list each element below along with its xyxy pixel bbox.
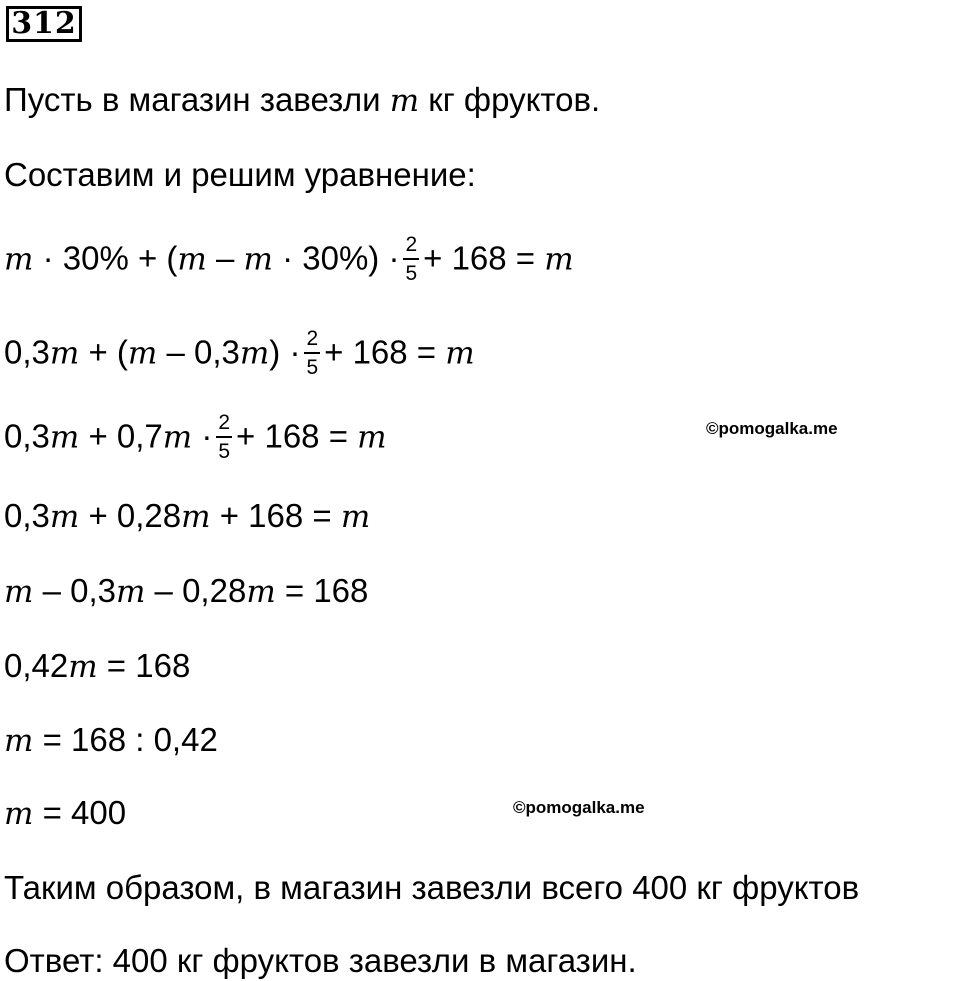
equation-2 bbox=[4, 327, 475, 380]
variable-m: m bbox=[181, 499, 211, 535]
equation-8 bbox=[4, 793, 126, 834]
eq-text: = 168 bbox=[97, 647, 191, 684]
variable-m: m bbox=[4, 796, 34, 832]
equation-5 bbox=[4, 571, 368, 612]
eq-text: + 0,7 bbox=[79, 417, 163, 455]
fraction-numerator: 2 bbox=[403, 234, 419, 260]
eq-text: + 168 = bbox=[210, 497, 341, 534]
variable-m: m bbox=[239, 335, 270, 372]
answer-line: Ответ: 400 кг фруктов завезли в магазин. bbox=[4, 942, 637, 979]
equation-4 bbox=[4, 496, 370, 537]
variable-m: m bbox=[49, 419, 80, 456]
eq-text: + 168 = bbox=[236, 417, 358, 455]
fraction-numerator: 2 bbox=[216, 412, 232, 438]
eq-text: 0,3 bbox=[4, 417, 50, 455]
eq-text: 0,3 bbox=[4, 497, 50, 534]
variable-m: m bbox=[127, 335, 158, 372]
variable-m: m bbox=[544, 241, 574, 278]
fraction bbox=[304, 328, 320, 378]
variable-m: m bbox=[357, 419, 387, 456]
fraction-denominator: 5 bbox=[405, 262, 418, 285]
eq-text: · 30%) · bbox=[272, 239, 400, 277]
fraction-denominator: 5 bbox=[306, 356, 319, 379]
eq-text: + 168 = bbox=[324, 333, 446, 371]
variable-m: m bbox=[243, 241, 273, 278]
intro-text-end: кг фруктов. bbox=[419, 81, 601, 118]
eq-text: – bbox=[206, 239, 244, 277]
variable-m: m bbox=[445, 335, 475, 372]
eq-text: + 0,28 bbox=[79, 497, 182, 534]
variable-m: m bbox=[4, 574, 34, 610]
variable-m: m bbox=[177, 241, 207, 278]
eq-text: · 30% + ( bbox=[33, 239, 178, 277]
fraction-denominator: 5 bbox=[218, 440, 231, 463]
eq-text: ) · bbox=[269, 333, 301, 371]
equation-1 bbox=[4, 233, 574, 286]
eq-text: – 0,28 bbox=[145, 572, 247, 609]
eq-text: – 0,3 bbox=[157, 333, 240, 371]
fraction-numerator: 2 bbox=[304, 328, 320, 354]
eq-text: = 168 : 0,42 bbox=[33, 721, 218, 758]
variable-m: m bbox=[115, 574, 146, 610]
equation-3 bbox=[4, 411, 387, 464]
watermark: ©pomogalka.me bbox=[513, 798, 645, 817]
fraction bbox=[403, 234, 419, 284]
eq-text: · bbox=[192, 417, 213, 455]
variable-m: m bbox=[162, 419, 193, 456]
problem-number: 312 bbox=[11, 6, 77, 41]
fraction bbox=[216, 412, 232, 462]
variable-m: m bbox=[389, 83, 420, 119]
variable-m: m bbox=[246, 574, 276, 610]
eq-text: + 168 = bbox=[423, 239, 545, 277]
problem-number-box bbox=[6, 6, 82, 42]
intro-line bbox=[4, 80, 600, 121]
conclusion-line: Таким образом, в магазин завезли всего 400 кг фруктов bbox=[4, 869, 860, 906]
equation-7 bbox=[4, 720, 218, 761]
variable-m: m bbox=[68, 649, 98, 685]
eq-text: – 0,3 bbox=[33, 572, 116, 609]
variable-m: m bbox=[49, 335, 80, 372]
eq-text: 0,3 bbox=[4, 333, 50, 371]
intro-text: Пусть в магазин завезли bbox=[4, 81, 390, 118]
eq-text: + ( bbox=[79, 333, 128, 371]
watermark: ©pomogalka.me bbox=[706, 419, 838, 438]
eq-text: = 400 bbox=[33, 794, 127, 831]
variable-m: m bbox=[4, 241, 34, 278]
equation-6 bbox=[4, 646, 190, 687]
eq-text: = 168 bbox=[275, 572, 369, 609]
setup-line: Составим и решим уравнение: bbox=[4, 156, 476, 193]
variable-m: m bbox=[4, 723, 34, 759]
eq-text: 0,42 bbox=[4, 647, 69, 684]
variable-m: m bbox=[340, 499, 371, 535]
variable-m: m bbox=[49, 499, 80, 535]
